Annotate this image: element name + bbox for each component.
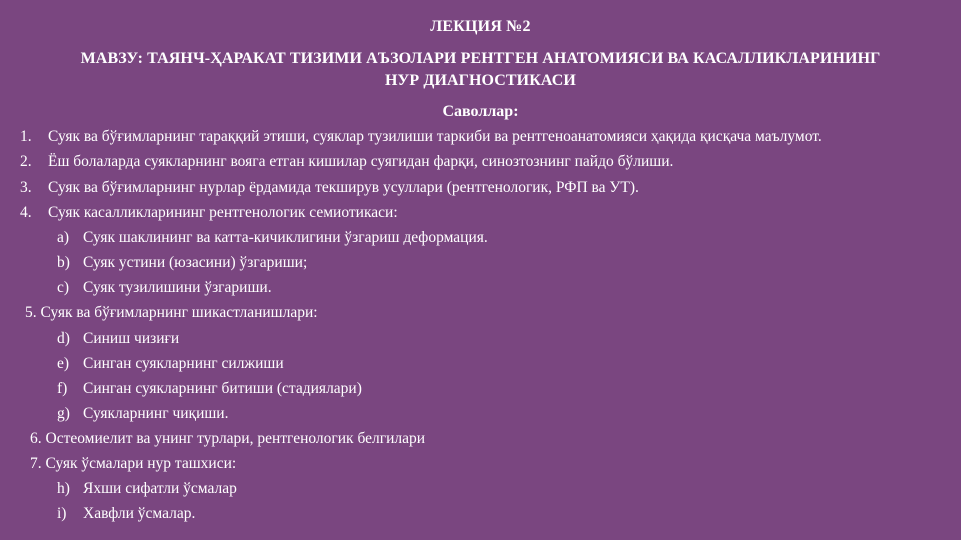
item-marker: h)	[57, 480, 70, 497]
item-text: Синиш чизиғи	[83, 330, 180, 347]
item-marker: b)	[57, 254, 70, 271]
item-text: Суяк ва бўғимларнинг тараққий этиши, суяклар тузилиши таркиби ва рентгеноанатомияси ҳақида қисқача маълумот.	[48, 128, 822, 145]
lecture-title: ЛЕКЦИЯ №2	[430, 18, 531, 35]
topic-title-line-1: МАВЗУ: ТАЯНЧ-ҲАРАКАТ ТИЗИМИ АЪЗОЛАРИ РЕНТГЕН АНАТОМИЯСИ ВА КАСАЛЛИКЛАРИНИНГ	[80, 50, 881, 67]
item-marker: i)	[57, 505, 67, 522]
item-marker: f)	[57, 380, 68, 397]
item-marker: c)	[57, 279, 70, 296]
item-marker: g)	[57, 405, 70, 422]
item-text: Синган суякларнинг битиши (стадиялари)	[83, 380, 362, 397]
item-text: Суяк тузилишини ўзгариши.	[83, 279, 272, 296]
item-text: Суяк устини (юзасини) ўзгариши;	[83, 254, 308, 271]
questions-heading: Саволлар:	[442, 103, 519, 120]
question-item-7: 7. Суяк ўсмалари нур ташхиси:	[30, 455, 237, 472]
item-text: Яхши сифатли ўсмалар	[83, 480, 237, 497]
item-text: Суяк касалликларининг рентгенологик семиотикаси:	[48, 204, 398, 221]
item-text: Суяк ва бўғимларнинг нурлар ёрдамида текширув усуллари (рентгенологик, РФП ва УТ).	[48, 179, 639, 196]
item-text: Суяк шаклининг ва катта-кичиклигини ўзгариш деформация.	[83, 229, 488, 246]
question-item-6: 6. Остеомиелит ва унинг турлари, рентгенологик белгилари	[30, 430, 426, 447]
item-text: Ёш болаларда суякларнинг вояга етган кишилар суягидан фарқи, синозтознинг пайдо бўлиши.	[48, 153, 674, 170]
item-text: Синган суякларнинг силжиши	[83, 355, 284, 372]
item-marker: a)	[57, 229, 70, 246]
item-text: Хавфли ўсмалар.	[83, 505, 196, 522]
item-marker: 4.	[20, 204, 32, 221]
question-item-5: 5. Суяк ва бўғимларнинг шикастланишлари:	[25, 304, 318, 321]
item-marker: e)	[57, 355, 70, 372]
item-text: Суякларнинг чиқиши.	[83, 405, 229, 422]
topic-title	[0, 48, 961, 92]
item-marker: 3.	[20, 179, 32, 196]
topic-title-line-2: НУР ДИАГНОСТИКАСИ	[385, 72, 576, 89]
item-marker: 1.	[20, 128, 32, 145]
item-marker: d)	[57, 330, 70, 347]
item-marker: 2.	[20, 153, 32, 170]
